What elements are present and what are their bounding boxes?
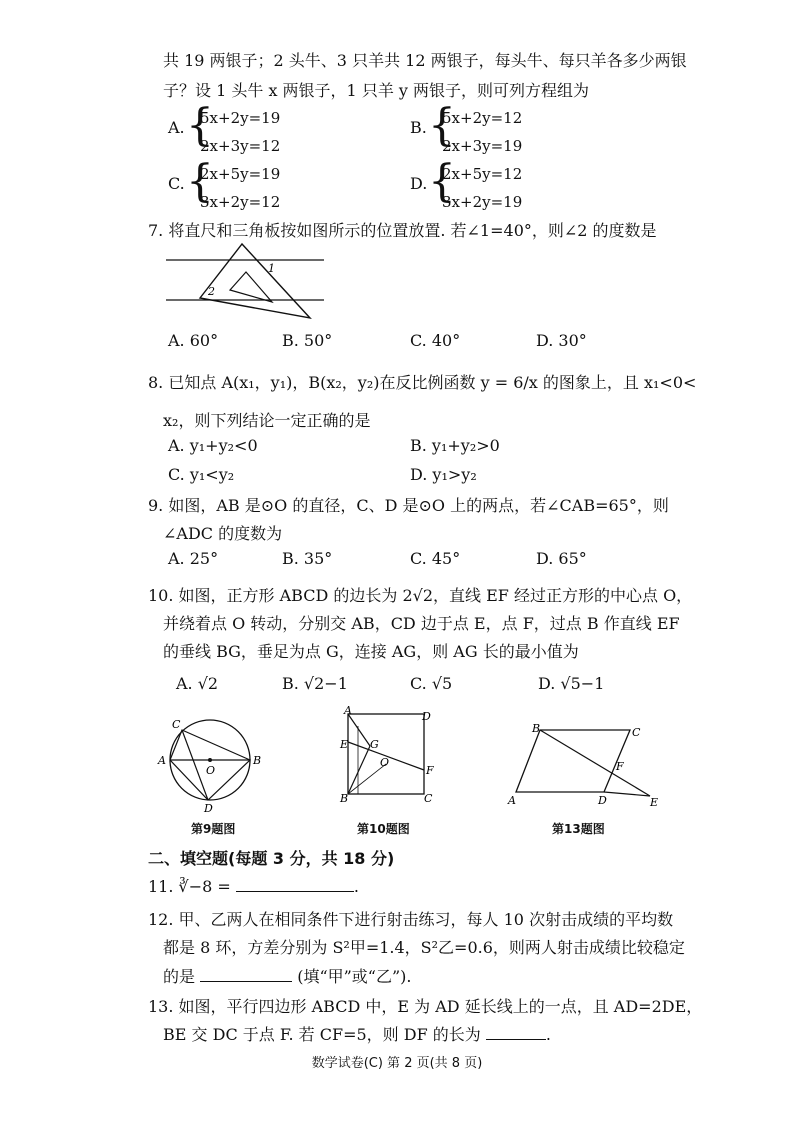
q13-line2-start: BE 交 DC 于点 F. 若 CF=5，则 DF 的长为 (163, 1025, 481, 1044)
q13-line1: 13. 如图，平行四边形 ABCD 中，E 为 AD 延长线上的一点，且 AD=2DE， (148, 997, 703, 1016)
fig13-label-a: A (508, 794, 516, 807)
q9-option-c: C. 45° (410, 549, 461, 568)
q8-option-a: A. y₁+y₂<0 (168, 436, 258, 455)
q12-line1: 12. 甲、乙两人在相同条件下进行射击练习，每人 10 次射击成绩的平均数 (148, 910, 674, 929)
fig13-label-b: B (532, 722, 541, 735)
fig10-label-g: G (370, 738, 379, 751)
q9-option-a: A. 25° (168, 549, 219, 568)
q7-option-b: B. 50° (282, 331, 333, 350)
fig10-label-d: D (422, 710, 431, 723)
q10-option-d: D. √5−1 (538, 674, 605, 693)
q8-option-c: C. y₁<y₂ (168, 465, 235, 484)
q7-option-d: D. 30° (536, 331, 587, 350)
q13-line2 (163, 1022, 551, 1045)
page-footer: 数学试卷(C) 第 2 页(共 8 页) (311, 1056, 483, 1071)
fig10-label-c: C (424, 792, 433, 805)
brace-icon: { (428, 156, 456, 207)
q8-line1: 8. 已知点 A(x₁，y₁)，B(x₂，y₂)在反比例函数 y = 6/x 的图象上，且 x₁<0< (148, 373, 697, 392)
brace-icon: { (428, 100, 456, 151)
fig13-label-f: F (616, 760, 624, 773)
q8-option-b: B. y₁+y₂>0 (410, 436, 500, 455)
q6-d-eq1: 2x+5y=12 (442, 165, 523, 183)
fig9-label-d: D (204, 802, 213, 814)
q6-b-eq2: 2x+3y=19 (442, 137, 523, 155)
q7-angle-2: 2 (208, 285, 215, 298)
q11-end: . (353, 877, 359, 896)
fig10-label-o: O (380, 756, 390, 769)
brace-icon: { (186, 156, 214, 207)
fig10-label-a: A (344, 706, 352, 717)
q6-b-eq1: 5x+2y=12 (442, 109, 523, 127)
q9-line1: 9. 如图，AB 是⊙O 的直径，C、D 是⊙O 上的两点，若∠CAB=65°，则 (148, 496, 669, 515)
q8-line2: x₂，则下列结论一定正确的是 (163, 411, 371, 430)
q11-stem: 11. ∛−8 = (148, 877, 231, 896)
fig10-label-f: F (426, 764, 434, 777)
q11 (148, 877, 359, 896)
q12-line2: 都是 8 环，方差分别为 S²甲=1.4，S²乙=0.6，则两人射击成绩比较稳定 (163, 938, 685, 957)
fig13-caption: 第13题图 (552, 822, 605, 836)
brace-icon: { (186, 100, 214, 151)
fig13-parallelogram-diagram (504, 722, 664, 812)
q10-option-a: A. √2 (176, 674, 219, 693)
q6-line1: 共 19 两银子；2 头牛、3 只羊共 12 两银子，每头牛、每只羊各多少两银 (163, 51, 687, 70)
q6-option-d-label: D. (410, 174, 428, 193)
q6-option-c-label: C. (168, 174, 185, 193)
q12-line3 (163, 964, 412, 987)
q8-option-d: D. y₁>y₂ (410, 465, 477, 484)
fig9-caption: 第9题图 (191, 822, 236, 836)
q12-line3-end: (填“甲”或“乙”). (297, 967, 412, 986)
q9-line2: ∠ADC 的度数为 (163, 524, 283, 543)
q7-figure (160, 242, 330, 320)
q6-a-eq2: 2x+3y=12 (200, 137, 281, 155)
fig13-label-c: C (632, 726, 641, 739)
q13-answer-blank[interactable] (486, 1025, 546, 1040)
q6-c-eq2: 3x+2y=12 (200, 193, 281, 211)
fig9-label-o: O (206, 764, 216, 777)
section-2-heading: 二、填空题(每题 3 分，共 18 分) (148, 849, 395, 868)
q12-line3-start: 的是 (163, 967, 196, 986)
q10-line2: 并绕着点 O 转动，分别交 AB，CD 边于点 E，点 F，过点 B 作直线 EF (163, 614, 680, 633)
q7-angle-1: 1 (268, 262, 275, 275)
fig9-circle-diagram (152, 714, 268, 814)
fig9-label-b: B (253, 754, 262, 767)
q9-option-b: B. 35° (282, 549, 333, 568)
q7-stem: 7. 将直尺和三角板按如图所示的位置放置. 若∠1=40°，则∠2 的度数是 (148, 221, 657, 240)
fig9-label-a: A (158, 754, 166, 767)
fig10-label-e: E (340, 738, 349, 751)
q10-option-c: C. √5 (410, 674, 453, 693)
fig9-label-c: C (172, 718, 181, 731)
q11-answer-blank[interactable] (236, 877, 354, 892)
q9-option-d: D. 65° (536, 549, 587, 568)
q6-a-eq1: 5x+2y=19 (200, 109, 281, 127)
fig10-label-b: B (340, 792, 349, 805)
q10-line3: 的垂线 BG，垂足为点 G，连接 AG，则 AG 长的最小值为 (163, 642, 579, 661)
fig13-label-d: D (598, 794, 607, 807)
q6-option-a-label: A. (168, 118, 185, 137)
q6-c-eq1: 2x+5y=19 (200, 165, 281, 183)
q6-option-b-label: B. (410, 118, 427, 137)
q13-line2-end: . (545, 1025, 551, 1044)
fig10-caption: 第10题图 (357, 822, 410, 836)
q12-answer-blank[interactable] (200, 967, 292, 982)
q6-d-eq2: 3x+2y=19 (442, 193, 523, 211)
fig13-label-e: E (650, 796, 659, 809)
fig10-square-diagram (336, 706, 446, 806)
q10-option-b: B. √2−1 (282, 674, 348, 693)
q6-line2: 子？设 1 头牛 x 两银子，1 只羊 y 两银子，则可列方程组为 (163, 81, 590, 100)
q7-option-a: A. 60° (168, 331, 219, 350)
q7-option-c: C. 40° (410, 331, 461, 350)
q10-line1: 10. 如图，正方形 ABCD 的边长为 2√2，直线 EF 经过正方形的中心点 O， (148, 586, 693, 605)
